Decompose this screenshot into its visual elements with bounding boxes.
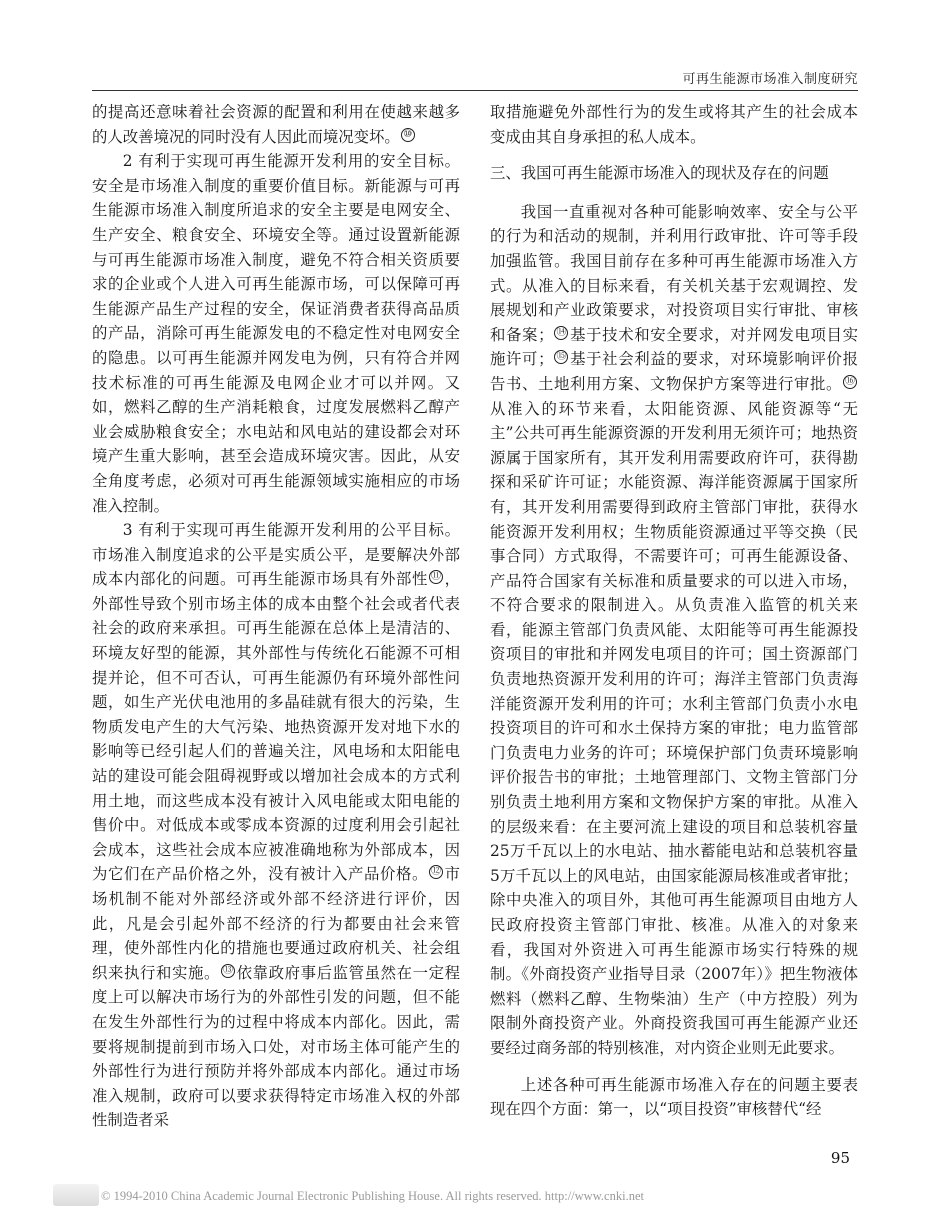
right-paragraph-problems: 上述各种可再生能源市场准入存在的问题主要表现在四个方面：第一，以“项目投资”审核替代“经 xyxy=(490,1075,858,1119)
header-rule xyxy=(92,90,858,91)
footnote-marker[interactable]: ⑯ xyxy=(845,375,855,387)
footnote-marker[interactable]: ⑪ xyxy=(430,571,441,583)
footer xyxy=(45,1184,905,1208)
left-column xyxy=(92,100,460,1133)
page-number: 95 xyxy=(830,1149,850,1167)
left-paragraph-fairness: 3 有利于实现可再生能源开发利用的公平目标。市场准入制度追求的公平是实质公平，是要解决外部成本内部化的问题。可再生能源市场具有外部性 ⑪ ，外部性导致个别市场主体的成本由整个社会或者代表社会的政府来承担。可再生能源在总体上是清洁的、环境友好型的能源，其外部性与传统化石能源不可相提并论，但不可否认，可再生能源仍有环境外部性问题，如生产光伏电池用的多晶硅就有很大的污染，生物质发电产生的大气污染、地热资源开发对地下水的影响等已经引起人们的普遍关注，风电场和太阳能电站的建设可能会阻碍视野或以增加社会成本的方式利用土地，而这些成本没有被计入风电能或太阳电能的售价中。对低成本或零成本资源的过度利用会引起社会成本，这些社会成本应被准确地称为外部成本，因为它们在产品价格之外，没有被计入产品价格。 ⑫ 市场机制不能对外部经济或外部不经济进行评价，因此，凡是会引起外部不经济的行为都要由社会来管理，使外部性内化的措施也要通过政府机关、社会组织来执行和实施。 ⑬ 依靠政府事后监管虽然在一定程度上可以解决市场行为的外部性引发的问题，但不能在发生外部性行为的过程中将成本内部化。因此，需要将规制提前到市场入口处，对市场主体可能产生的外部性行为进行预防并将外部成本内部化。通过市场准入规制，政府可以要求获得特定市场准入权的外部性制造者采 xyxy=(92,521,460,1130)
right-column xyxy=(490,100,858,1122)
footer-copyright[interactable]: © 1994-2010 China Academic Journal Electronic Publishing House. All rights reserved. http://www.cnki.net xyxy=(101,1189,644,1203)
left-paragraph-safety: 2 有利于实现可再生能源开发利用的安全目标。安全是市场准入制度的重要价值目标。新能源与可再生能源市场准入制度所追求的安全主要是电网安全、生产安全、粮食安全、环境安全等。通过设置新能源与可再生能源市场准入制度，避免不符合相关资质要求的企业或个人进入可再生能源市场，可以保障可再生能源产品生产过程的安全，保证消费者获得高品质的产品，消除可再生能源发电的不稳定性对电网安全的隐患。以可再生能源并网发电为例，只有符合并网技术标准的可再生能源及电网企业才可以并网。又如，燃料乙醇的生产消耗粮食，过度发展燃料乙醇产业会威胁粮食安全；水电站和风电站的建设都会对环境产生重大影响，甚至会造成环境灾害。因此，从安全角度考虑，必须对可再生能源领域实施相应的市场准入控制。 xyxy=(92,152,460,515)
left-paragraph-continuation: 的提高还意味着社会资源的配置和利用在使越来越多的人改善境况的同时没有人因此而境况变坏。 ⑩ xyxy=(92,103,460,146)
footnote-marker[interactable]: ⑭ xyxy=(556,326,567,338)
footnote-marker[interactable]: ⑫ xyxy=(430,866,441,878)
footnote-marker[interactable]: ⑮ xyxy=(556,351,567,363)
footnote-marker[interactable]: ⑩ xyxy=(401,128,415,142)
right-paragraph-continuation: 取措施避免外部性行为的发生或将其产生的社会成本变成由其自身承担的私人成本。 xyxy=(490,103,858,146)
running-header-title: 可再生能源市场准入制度研究 xyxy=(682,72,858,87)
cnki-logo-icon xyxy=(53,1184,99,1206)
footnote-marker[interactable]: ⑬ xyxy=(223,964,233,976)
right-paragraph-status: 我国一直重视对各种可能影响效率、安全与公平的行为和活动的规制，并利用行政审批、许可等手段加强监管。我国目前存在多种可再生能源市场准入方式。从准入的目标来看，有关机关基于宏观调控、发展规划和产业政策要求，对投资项目实行审批、审核和备案； ⑭ 基于技术和安全要求，对并网发电项目实施许可； ⑮ 基于社会利益的要求，对环境影响评价报告书、土地利用方案、文物保护方案等进行审批。 ⑯从准入的环节来看，太阳能资源、风能资源等“无主”公共可再生能源资源的开发利用无须许可；地热资源属于国家所有，其开发利用需要政府许可，获得勘探和采矿许可证；水能资源、海洋能资源属于国家所有，其开发利用需要得到政府主管部门审批，获得水能资源开发利用权；生物质能资源通过平等交换（民事合同）方式取得，不需要许可；可再生能源设备、产品符合国家有关标准和质量要求的可以进入市场，不符合要求的限制进入。从负责准入监管的机关来看，能源主管部门负责风能、太阳能等可再生能源投资项目的审批和并网发电项目的许可；国土资源部门负责地热资源开发利用的许可；海洋主管部门负责海洋能资源开发利用的许可；水利主管部门负责小水电投资项目的许可和水土保持方案的审批；电力监管部门负责电力业务的许可；环境保护部门负责环境影响评价报告书的审批；土地管理部门、文物主管部门分别负责土地利用方案和文物保护方案的审批。从准入的层级来看：在主要河流上建设的项目和总装机容量 25万千瓦以上的水电站、抽水蓄能电站和总装机容量 5万千瓦以上的风电站，由国家能源局核准或者审批；除中央准入的项目外，其他可再生能源项目由地方人民政府投资主管部门审批、核准。从准入的对象来看，我国对外资进入可再生能源市场实行特殊的规制。《外商投资产业指导目录（2007年）》把生物液体燃料（燃料乙醇、生物柴油）生产（中方控股）列为限制外商投资产业。外商投资我国可再生能源产业还要经过商务部的特别核准，对内资企业则无此要求。 xyxy=(490,202,858,1057)
section-heading: 三、我国可再生能源市场准入的现状及存在的问题 xyxy=(490,164,829,183)
